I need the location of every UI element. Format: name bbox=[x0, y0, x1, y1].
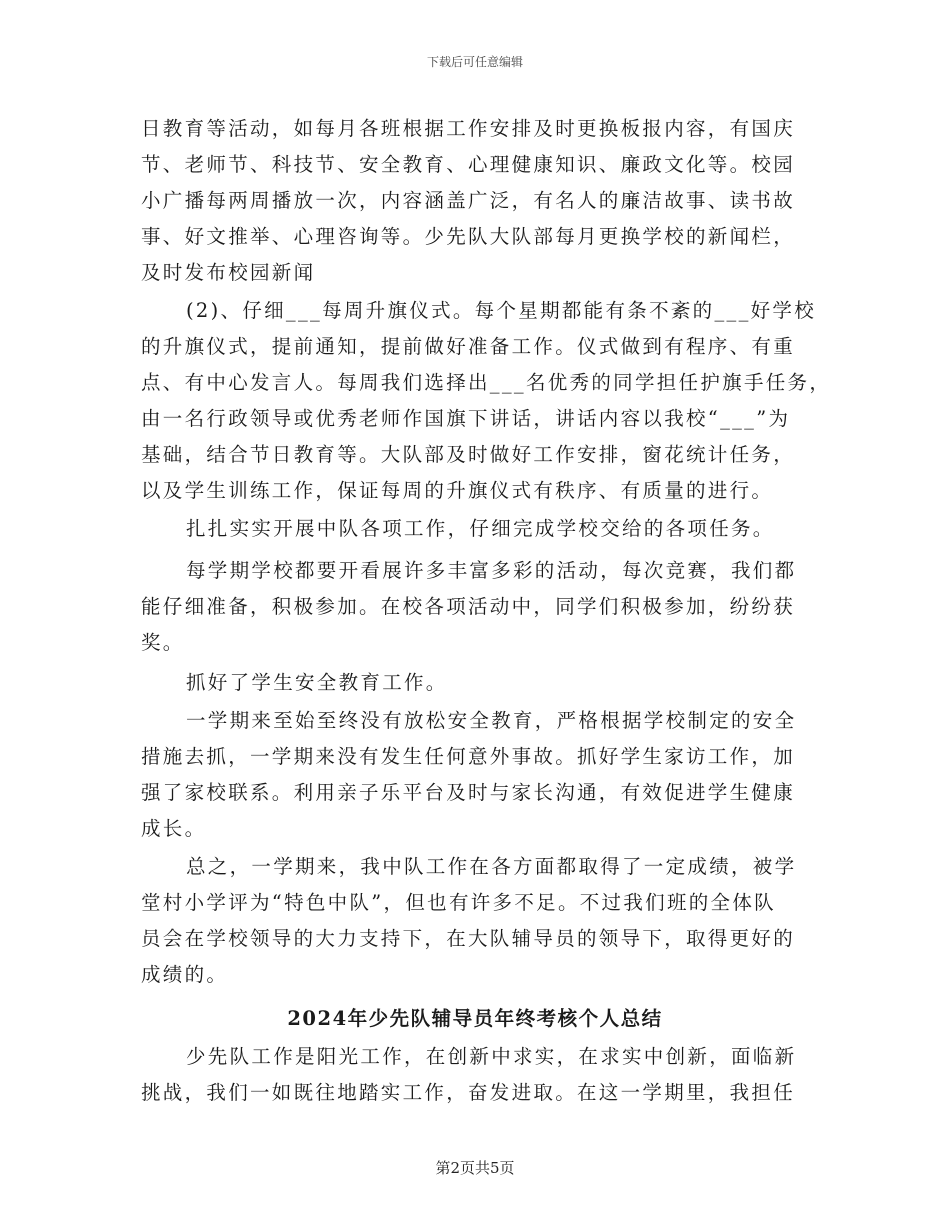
paragraph-line: 小广播每两周播放一次，内容涵盖广泛，有名人的廉洁故事、读书故 bbox=[141, 189, 796, 212]
paragraph-line: 挑战，我们一如既往地踏实工作，奋发进取。在这一学期里，我担任 bbox=[141, 1081, 796, 1104]
paragraph-line: 的升旗仪式，提前通知，提前做好准备工作。仪式做到有程序、有重 bbox=[141, 335, 796, 358]
paragraph-line: 点、有中心发言人。每周我们选择出___名优秀的同学担任护旗手任务， bbox=[141, 371, 832, 394]
page-number-footer: 第2页共5页 bbox=[435, 1159, 515, 1177]
page-header-note: 下载后可任意编辑 bbox=[426, 55, 523, 69]
paragraph-line: 能仔细准备，积极参加。在校各项活动中，同学们积极参加，纷纷获 bbox=[141, 595, 796, 618]
paragraph-line: 成长。 bbox=[141, 817, 207, 840]
paragraph-line: 强了家校联系。利用亲子乐平台及时与家长沟通，有效促进学生健康 bbox=[141, 781, 796, 804]
paragraph-line: 每学期学校都要开看展许多丰富多彩的活动，每次竞赛，我们都 bbox=[186, 559, 797, 582]
section-title: 2024年少先队辅导员年终考核个人总结 bbox=[287, 1007, 663, 1030]
paragraph-line: 节、老师节、科技节、安全教育、心理健康知识、廉政文化等。校园 bbox=[141, 153, 796, 176]
paragraph-line: 措施去抓，一学期来没有发生任何意外事故。抓好学生家访工作，加 bbox=[141, 745, 796, 768]
paragraph-line: 一学期来至始至终没有放松安全教育，严格根据学校制定的安全 bbox=[186, 709, 797, 732]
paragraph-line: 少先队工作是阳光工作，在创新中求实，在求实中创新，面临新 bbox=[186, 1045, 797, 1068]
paragraph-line: 基础，结合节日教育等。大队部及时做好工作安排，窗花统计任务， bbox=[141, 443, 796, 466]
paragraph-line: (2)、仔细___每周升旗仪式。每个星期都能有条不紊的___好学校 bbox=[186, 299, 817, 322]
paragraph-line: 以及学生训练工作，保证每周的升旗仪式有秩序、有质量的进行。 bbox=[141, 479, 774, 502]
paragraph-line: 员会在学校领导的大力支持下，在大队辅导员的领导下，取得更好的 bbox=[141, 927, 796, 950]
paragraph-line: 日教育等活动，如每月各班根据工作安排及时更换板报内容，有国庆 bbox=[141, 117, 796, 140]
paragraph-line: 奖。 bbox=[141, 631, 185, 654]
paragraph-line: 事、好文推举、心理咨询等。少先队大队部每月更换学校的新闻栏， bbox=[141, 225, 796, 248]
paragraph-line: 堂村小学评为“特色中队”，但也有许多不足。不过我们班的全体队 bbox=[141, 891, 776, 914]
paragraph-line: 及时发布校园新闻 bbox=[141, 261, 316, 284]
paragraph-line: 由一名行政领导或优秀老师作国旗下讲话，讲话内容以我校“___”为 bbox=[141, 407, 791, 430]
paragraph-line: 成绩的。 bbox=[141, 963, 229, 986]
paragraph-line: 总之，一学期来，我中队工作在各方面都取得了一定成绩，被学 bbox=[186, 855, 797, 878]
paragraph-line: 抓好了学生安全教育工作。 bbox=[186, 671, 448, 694]
paragraph-line: 扎扎实实开展中队各项工作，仔细完成学校交给的各项任务。 bbox=[186, 517, 775, 540]
